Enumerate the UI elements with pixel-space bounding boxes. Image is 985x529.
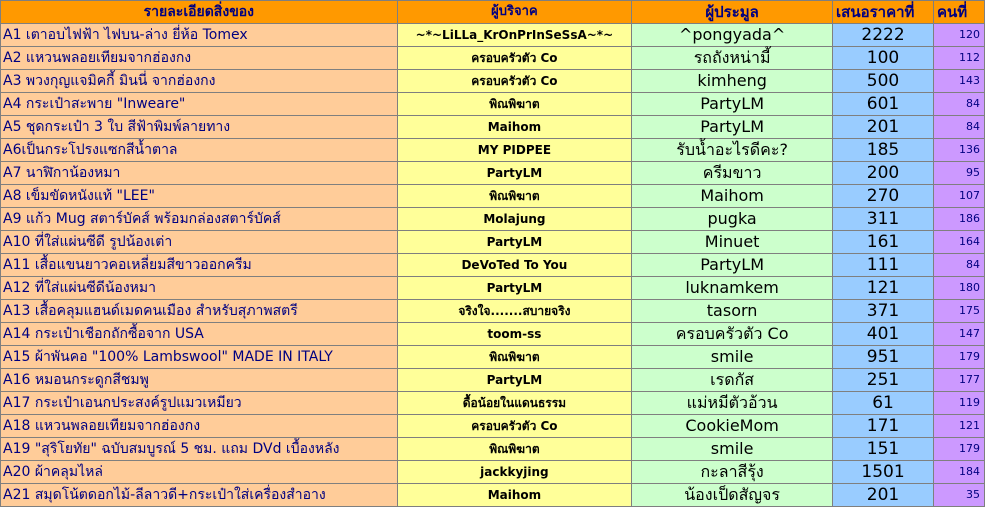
bid-price-cell: 2222: [833, 24, 934, 47]
table-row: [1, 208, 985, 231]
bidder-cell: pugka: [632, 208, 833, 231]
item-cell: A3 พวงกุญแจมิคกี้ มินนี่ จากฮ่องกง: [1, 70, 398, 93]
table-row: [1, 231, 985, 254]
item-cell: A17 กระเป๋าเอนกประสงค์รูปแมวเหมียว: [1, 392, 398, 415]
bid-price-cell: 161: [833, 231, 934, 254]
item-cell: A11 เสื้อแขนยาวคอเหลี่ยมสีขาวออกครีม: [1, 254, 398, 277]
bid-price-cell: 100: [833, 47, 934, 70]
header-bid-price: เสนอราคาที่: [833, 1, 934, 24]
person-no-cell: 177: [933, 369, 984, 392]
item-cell: A19 "สุริโยทัย" ฉบับสมบูรณ์ 5 ชม. แถม DVd เบื้องหลัง: [1, 438, 398, 461]
table-row: [1, 415, 985, 438]
bid-price-cell: 311: [833, 208, 934, 231]
auction-table-body: [1, 1, 985, 507]
person-no-cell: 95: [933, 162, 984, 185]
bidder-cell: กะลาสีรุ้ง: [632, 461, 833, 484]
person-no-cell: 84: [933, 93, 984, 116]
donor-cell: PartyLM: [397, 277, 632, 300]
bidder-cell: รับน้ำอะไรดีคะ?: [632, 139, 833, 162]
donor-cell: DeVoTed To You: [397, 254, 632, 277]
person-no-cell: 175: [933, 300, 984, 323]
donor-cell: จริงใจ.......สบายจริง: [397, 300, 632, 323]
person-no-cell: 184: [933, 461, 984, 484]
item-cell: A1 เตาอบไฟฟ้า ไฟบน-ล่าง ยี่ห้อ Tomex: [1, 24, 398, 47]
table-row: [1, 70, 985, 93]
bid-price-cell: 151: [833, 438, 934, 461]
bid-price-cell: 185: [833, 139, 934, 162]
table-row: [1, 277, 985, 300]
bid-price-cell: 61: [833, 392, 934, 415]
person-no-cell: 186: [933, 208, 984, 231]
bidder-cell: แม่หมีตัวอ้วน: [632, 392, 833, 415]
person-no-cell: 84: [933, 116, 984, 139]
item-cell: A13 เสื้อคลุมแฮนด์เมดคนเมือง สำหรับสุภาพสตรี: [1, 300, 398, 323]
table-row: [1, 438, 985, 461]
item-cell: A12 ที่ใส่แผ่นซีดีน้องหมา: [1, 277, 398, 300]
table-row: [1, 93, 985, 116]
person-no-cell: 180: [933, 277, 984, 300]
donor-cell: Maihom: [397, 116, 632, 139]
bid-price-cell: 251: [833, 369, 934, 392]
item-cell: A6เป็นกระโปรงแซกสีน้ำตาล: [1, 139, 398, 162]
table-row: [1, 24, 985, 47]
person-no-cell: 119: [933, 392, 984, 415]
item-cell: A7 นาฬิกาน้องหมา: [1, 162, 398, 185]
donor-cell: jackkyjing: [397, 461, 632, 484]
item-cell: A9 แก้ว Mug สตาร์บัคส์ พร้อมกล่องสตาร์บัคส์: [1, 208, 398, 231]
bid-price-cell: 121: [833, 277, 934, 300]
item-cell: A21 สมุดโน้ตดอกไม้-ลีลาวดี+กระเป๋าใส่เครื่องสำอาง: [1, 484, 398, 507]
bid-price-cell: 951: [833, 346, 934, 369]
bidder-cell: kimheng: [632, 70, 833, 93]
table-row: [1, 484, 985, 507]
item-cell: A2 แหวนพลอยเทียมจากฮ่องกง: [1, 47, 398, 70]
donor-cell: ครอบครัวตัว Co: [397, 415, 632, 438]
table-row: [1, 369, 985, 392]
bid-price-cell: 401: [833, 323, 934, 346]
table-row: [1, 346, 985, 369]
bid-price-cell: 500: [833, 70, 934, 93]
donor-cell: PartyLM: [397, 162, 632, 185]
bid-price-cell: 1501: [833, 461, 934, 484]
person-no-cell: 179: [933, 346, 984, 369]
donor-cell: พิณพิฆาต: [397, 185, 632, 208]
bidder-cell: รถถังหน่ามี้: [632, 47, 833, 70]
donor-cell: ดื้อน้อยในแดนธรรม: [397, 392, 632, 415]
item-cell: A16 หมอนกระดูกสีชมพู: [1, 369, 398, 392]
item-cell: A4 กระเป๋าสะพาย "Inweare": [1, 93, 398, 116]
bid-price-cell: 371: [833, 300, 934, 323]
donor-cell: Molajung: [397, 208, 632, 231]
bidder-cell: PartyLM: [632, 254, 833, 277]
donor-cell: MY PIDPEE: [397, 139, 632, 162]
bidder-cell: luknamkem: [632, 277, 833, 300]
bidder-cell: ^pongyada^: [632, 24, 833, 47]
person-no-cell: 143: [933, 70, 984, 93]
bidder-cell: smile: [632, 346, 833, 369]
bidder-cell: tasorn: [632, 300, 833, 323]
table-row: [1, 185, 985, 208]
item-cell: A14 กระเป๋าเชือกถักซื้อจาก USA: [1, 323, 398, 346]
bidder-cell: CookieMom: [632, 415, 833, 438]
bid-price-cell: 200: [833, 162, 934, 185]
bid-price-cell: 111: [833, 254, 934, 277]
donor-cell: พิณพิฆาต: [397, 438, 632, 461]
donor-cell: ~*~LiLLa_KrOnPrInSeSsA~*~: [397, 24, 632, 47]
header-donor: ผู้บริจาค: [397, 1, 632, 24]
donor-cell: พิณพิฆาต: [397, 93, 632, 116]
donor-cell: PartyLM: [397, 231, 632, 254]
donor-cell: toom-ss: [397, 323, 632, 346]
donor-cell: ครอบครัวตัว Co: [397, 47, 632, 70]
table-row: [1, 47, 985, 70]
bidder-cell: smile: [632, 438, 833, 461]
item-cell: A10 ที่ใส่แผ่นซีดี รูปน้องเต่า: [1, 231, 398, 254]
item-cell: A5 ชุดกระเป๋า 3 ใบ สีฟ้าพิมพ์ลายทาง: [1, 116, 398, 139]
donor-cell: Maihom: [397, 484, 632, 507]
person-no-cell: 112: [933, 47, 984, 70]
donor-cell: ครอบครัวตัว Co: [397, 70, 632, 93]
person-no-cell: 120: [933, 24, 984, 47]
header-bidder: ผู้ประมูล: [632, 1, 833, 24]
item-cell: A20 ผ้าคลุมไหล่: [1, 461, 398, 484]
bidder-cell: PartyLM: [632, 93, 833, 116]
bidder-cell: เรดกัส: [632, 369, 833, 392]
header-item: รายละเอียดสิ่งของ: [1, 1, 398, 24]
bid-price-cell: 171: [833, 415, 934, 438]
bid-price-cell: 270: [833, 185, 934, 208]
bidder-cell: ครีมขาว: [632, 162, 833, 185]
table-row: [1, 461, 985, 484]
person-no-cell: 107: [933, 185, 984, 208]
bid-price-cell: 201: [833, 116, 934, 139]
person-no-cell: 164: [933, 231, 984, 254]
table-row: [1, 139, 985, 162]
bidder-cell: Minuet: [632, 231, 833, 254]
item-cell: A18 แหวนพลอยเทียมจากฮ่องกง: [1, 415, 398, 438]
table-row: [1, 254, 985, 277]
person-no-cell: 147: [933, 323, 984, 346]
bidder-cell: น้องเป็ดสัญจร: [632, 484, 833, 507]
table-row: [1, 162, 985, 185]
header-person-no: คนที่: [933, 1, 984, 24]
bid-price-cell: 601: [833, 93, 934, 116]
bidder-cell: ครอบครัวตัว Co: [632, 323, 833, 346]
person-no-cell: 179: [933, 438, 984, 461]
bid-price-cell: 201: [833, 484, 934, 507]
table-row: [1, 323, 985, 346]
item-cell: A15 ผ้าพันคอ "100% Lambswool" MADE IN ITALY: [1, 346, 398, 369]
bidder-cell: Maihom: [632, 185, 833, 208]
person-no-cell: 136: [933, 139, 984, 162]
person-no-cell: 35: [933, 484, 984, 507]
header-row: [1, 1, 985, 24]
table-row: [1, 392, 985, 415]
bidder-cell: PartyLM: [632, 116, 833, 139]
item-cell: A8 เข็มขัดหนังแท้ "LEE": [1, 185, 398, 208]
person-no-cell: 121: [933, 415, 984, 438]
donor-cell: PartyLM: [397, 369, 632, 392]
table-row: [1, 300, 985, 323]
table-row: [1, 116, 985, 139]
donor-cell: พิณพิฆาต: [397, 346, 632, 369]
person-no-cell: 84: [933, 254, 984, 277]
